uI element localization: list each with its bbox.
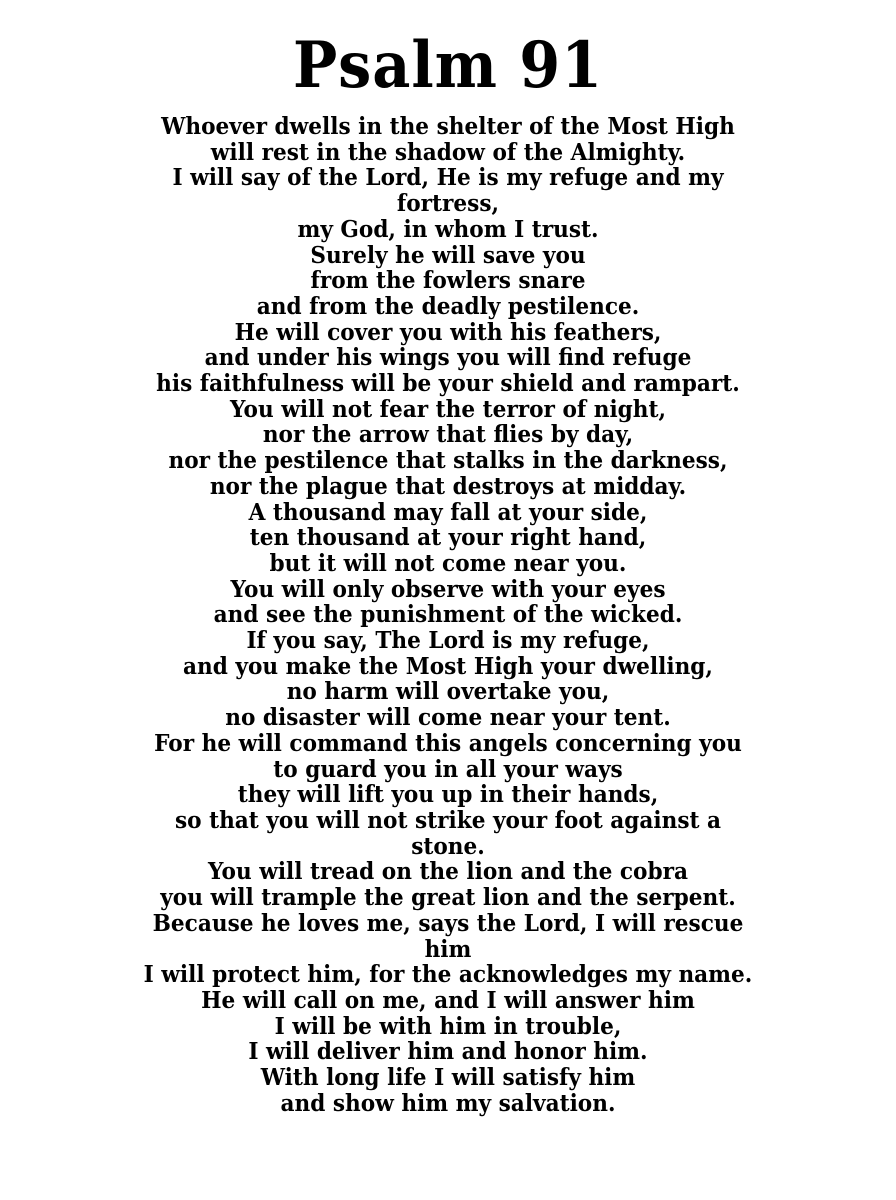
text-line: You will tread on the lion and the cobra [207, 858, 688, 886]
text-line: With long life I will satisfy him [260, 1064, 636, 1092]
text-line: Because he loves me, says the Lord, I will rescue [152, 909, 744, 937]
text-line: He will cover you with his feathers, [234, 318, 662, 346]
text-line: I will be with him in trouble, [274, 1012, 622, 1040]
text-line: but it will not come near you. [269, 549, 627, 577]
text-line: him [424, 935, 472, 963]
text-line: If you say, The Lord is my refuge, [246, 627, 650, 655]
text-line: they will lift you up in their hands, [237, 781, 659, 809]
text-line: so that you will not strike your foot against a [174, 806, 722, 834]
text-line: fortress, [396, 190, 500, 218]
text-line: nor the pestilence that stalks in the darkness, [168, 447, 728, 475]
text-line: I will protect him, for the acknowledges my name. [143, 961, 753, 989]
text-line: his faithfulness will be your shield and rampart. [156, 370, 740, 398]
text-line: stone. [411, 832, 485, 860]
text-line: you will trample the great lion and the serpent. [160, 884, 736, 912]
text-line: from the fowlers snare [310, 267, 586, 295]
text-line: For he will command this angels concerning you [154, 729, 742, 757]
text-line: no harm will overtake you, [286, 678, 610, 706]
text-line: A thousand may fall at your side, [248, 498, 648, 526]
text-line: He will call on me, and I will answer him [201, 986, 695, 1014]
psalm-text [0, 114, 896, 1116]
text-line: and see the punishment of the wicked. [213, 601, 683, 629]
text-line: and under his wings you will find refuge [204, 344, 692, 372]
text-line: and show him my salvation. [280, 1089, 616, 1117]
text-line: and you make the Most High your dwelling, [183, 652, 713, 680]
text-line: will rest in the shadow of the Almighty. [210, 138, 686, 166]
text-line: nor the arrow that flies by day, [262, 421, 634, 449]
text-line: You will not fear the terror of night, [229, 395, 667, 423]
text-line: I will say of the Lord, He is my refuge and my [172, 164, 724, 192]
text-line: and from the deadly pestilence. [256, 292, 640, 320]
text-line: ten thousand at your right hand, [249, 524, 647, 552]
text-line: Whoever dwells in the shelter of the Most High [161, 113, 735, 140]
text-line: to guard you in all your ways [273, 755, 623, 783]
page-title: Psalm 91 [292, 28, 604, 103]
text-line: no disaster will come near your tent. [225, 704, 671, 732]
text-line: my God, in whom I trust. [297, 215, 599, 243]
text-line: I will deliver him and honor him. [248, 1038, 648, 1066]
text-line: Surely he will save you [310, 241, 586, 269]
text-line: nor the plague that destroys at midday. [209, 472, 687, 500]
text-line: You will only observe with your eyes [230, 575, 666, 603]
